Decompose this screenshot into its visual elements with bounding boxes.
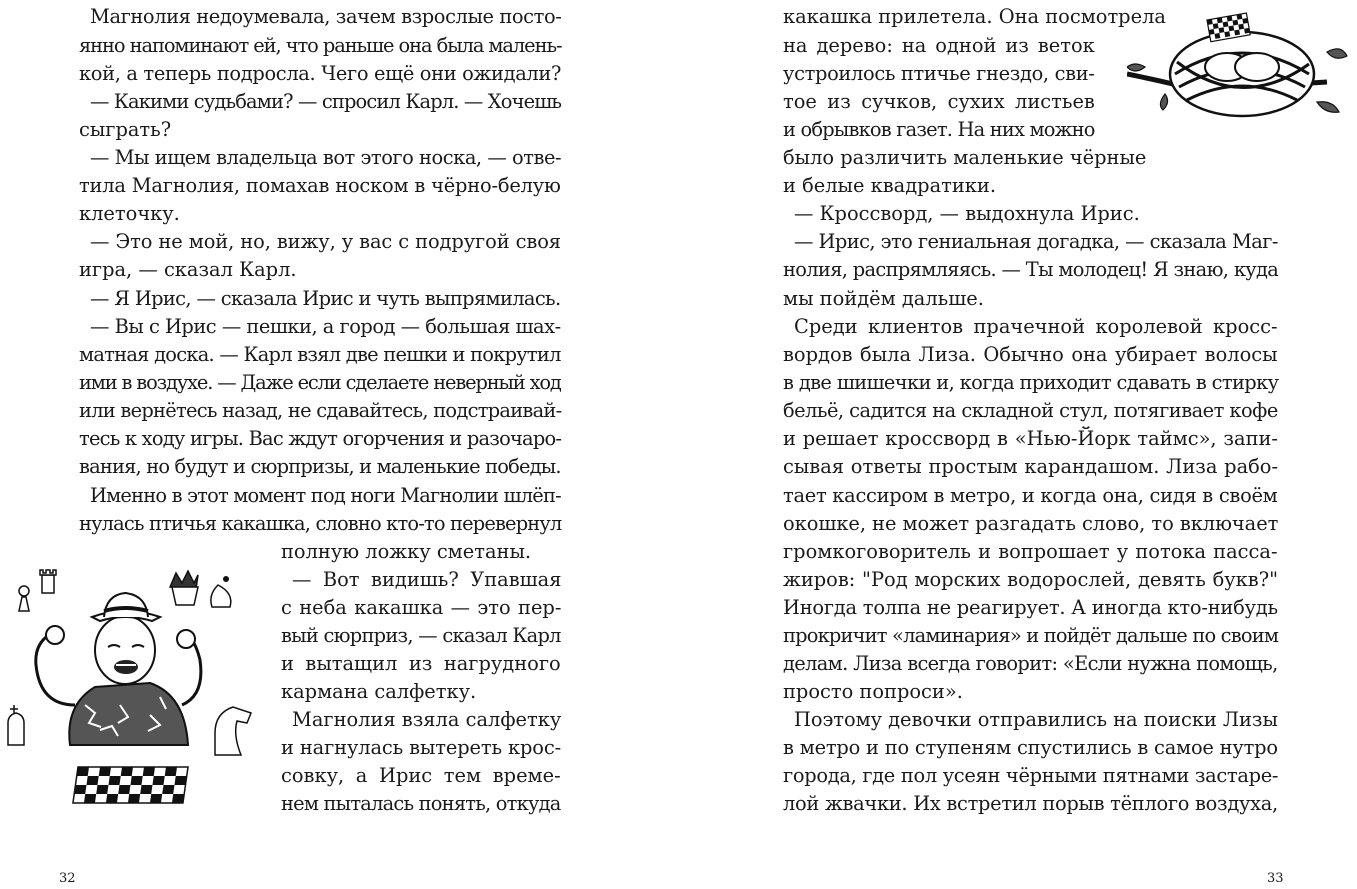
text-line: окошке, не может разгадать слово, то включает [783,512,1279,535]
text-line: в метро и по ступеням спустились в самое нутро [783,736,1278,759]
text-line: сывая ответы простым карандашом. Лиза рабо- [783,455,1279,478]
right-page [679,0,1357,889]
checkerboard-icon [73,767,188,803]
text-line: янно напоминают ей, что раньше она была малень- [79,34,562,57]
text-line: бельё, садится на складной стул, потягивает кофе [783,399,1278,422]
text-line: какашка прилетела. Она посмотрела [783,5,1166,28]
text-line: с неба какашка — это пер- [281,596,562,619]
text-line: полную ложку сметаны. [281,540,532,563]
text-line: — Вы с Ирис — пешки, а город — большая шах- [90,315,561,338]
text-line: было различить маленькие чёрные [783,146,1147,169]
text-line: — Это не мой, но, вижу, у вас с подругой своя [90,230,561,253]
text-line: и решает кроссворд в «Нью-Йорк таймс», запи- [783,427,1278,450]
text-line: — Мы ищем владельца вот этого носка, — отве- [90,146,562,169]
text-line: Магнолия недоумевала, зачем взрослые посто- [90,5,562,28]
text-line: или вернётесь назад, не сдавайтесь, подстраивай- [79,399,562,422]
text-line: матная доска. — Карл взял две пешки и покрутил [79,343,561,366]
chess-player-illustration [0,555,275,810]
text-line: вания, но будут и сюрпризы, и маленькие победы. [79,455,561,478]
text-line: Среди клиентов прачечной королевой кросс- [794,315,1278,338]
text-line: устроилось птичье гнездо, сви- [783,62,1095,85]
text-line: тила Магнолия, помахав носком в чёрно-белую [79,174,561,197]
text-line: тое из сучков, сухих листьев [783,90,1095,113]
text-line: игра, — сказал Карл. [79,258,297,281]
text-line: кой, а теперь подросла. Чего ещё они ожидали? [79,62,562,85]
text-line: и белые квадратики. [783,174,996,197]
text-line: жиров: "Род морских водорослей, девять букв?" [783,568,1279,591]
chess-queen-icon [170,571,198,605]
nest-illustration [1127,12,1352,132]
page-number-left: 32 [59,871,76,886]
text-line: кармана салфетку. [281,680,477,703]
text-line: вордов была Лиза. Обычно она убирает волосы [783,343,1278,366]
text-line: совку, а Ирис тем време- [281,764,561,787]
text-line: нулась птичья какашка, словно кто-то перевернул [79,512,562,535]
text-line: мы пойдём дальше. [783,287,984,310]
text-line: — Какими судьбами? — спросил Карл. — Хочешь [90,90,562,113]
text-line: нолия, распрямляясь. — Ты молодец! Я знаю, куда [783,258,1279,281]
page-number-right: 33 [1267,871,1284,886]
left-page [0,0,678,889]
text-line: Иногда толпа не реагирует. А иногда кто-нибудь [783,596,1278,619]
text-line: в две шишечки и, когда приходит сдавать в стирку [783,371,1279,394]
text-line: Магнолия взяла салфетку [292,708,562,731]
text-line: на дерево: на одной из веток [783,34,1095,57]
chess-king-icon [8,705,24,745]
chess-pawn-icon [19,586,29,611]
text-line: Именно в этот момент под ноги Магнолии шлёп- [90,484,561,507]
text-line: Поэтому девочки отправились на поиски Лизы [794,708,1278,731]
text-line: города, где пол усеян чёрными пятнами застаре- [783,764,1279,787]
text-line: ими в воздухе. — Даже если сделаете неверный ход [79,371,561,394]
text-line: громкоговоритель и вопрошает у потока пасса- [783,540,1278,563]
text-line: и вытащил из нагрудного [281,652,561,675]
text-line: и нагнулась вытереть крос- [281,736,562,759]
text-line: сыграть? [79,118,172,141]
chess-bishop-icon [211,576,231,607]
text-line: — Ирис, это гениальная догадка, — сказала Маг- [794,230,1278,253]
text-line: тает кассиром в метро, и когда она, сидя в своём [783,484,1278,507]
text-line: просто попроси». [783,680,963,703]
chess-knight-icon [215,707,251,755]
text-line: тесь к ходу игры. Вас ждут огорчения и разочаро- [79,427,562,450]
text-line: прокричит «ламинария» и пойдёт дальше по своим [783,624,1279,647]
text-line: вый сюрприз, — сказал Карл [281,624,561,647]
text-line: — Кроссворд, — выдохнула Ирис. [794,202,1140,225]
text-line: делам. Лиза всегда говорит: «Если нужна помощь, [783,652,1278,675]
chess-rook-icon [40,570,56,593]
text-line: и обрывков газет. На них можно [783,118,1095,141]
text-line: нем пыталась понять, откуда [281,792,561,815]
text-line: — Я Ирис, — сказала Ирис и чуть выпрямилась. [90,287,561,310]
text-line: — Вот видишь? Упавшая [292,568,562,591]
text-line: клеточку. [79,202,180,225]
text-line: лой жвачки. Их встретил порыв тёплого воздуха, [783,792,1278,815]
